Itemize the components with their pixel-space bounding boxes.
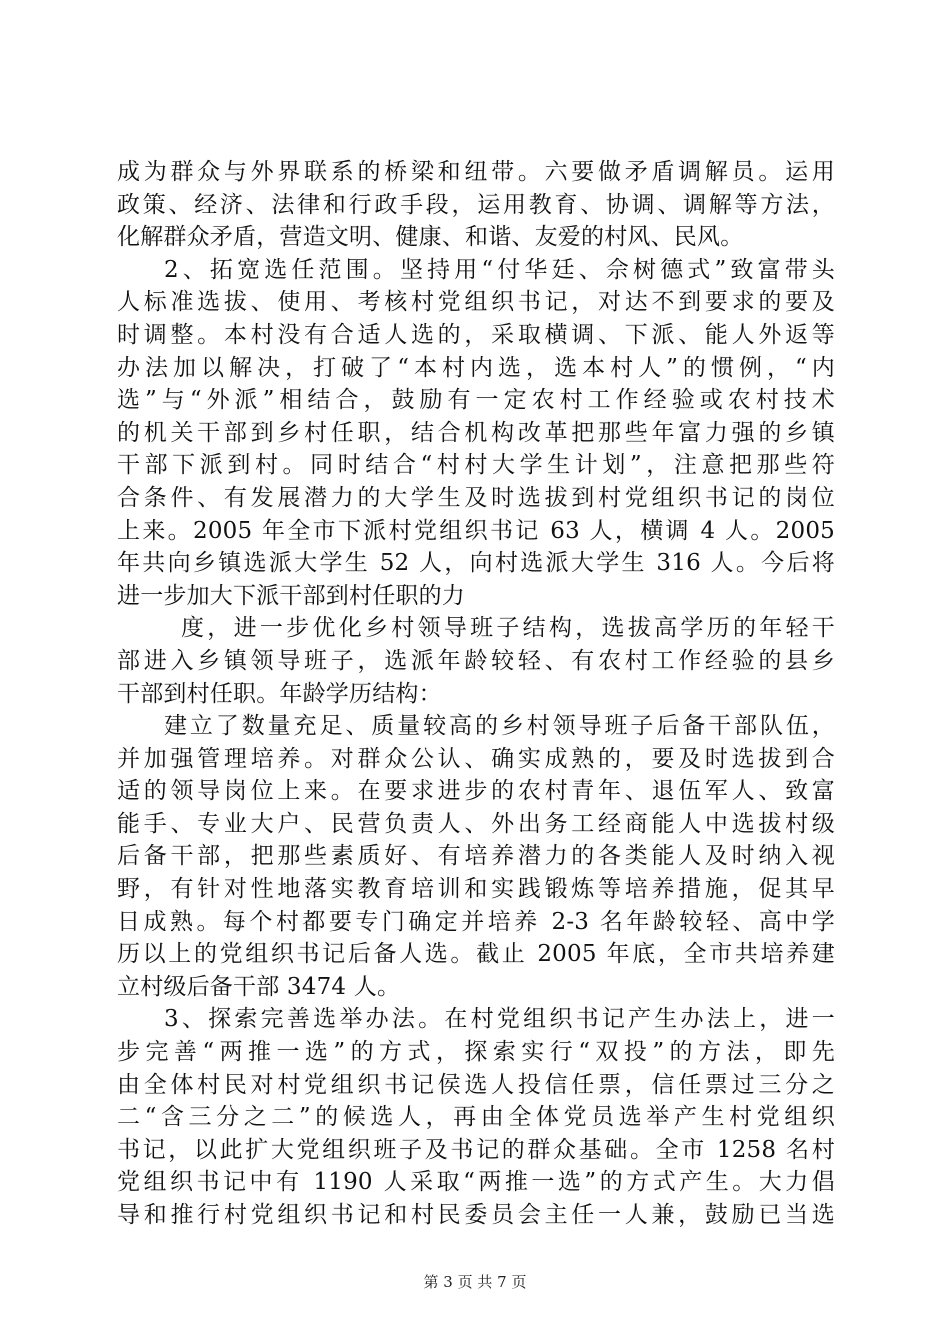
document-body — [117, 156, 835, 1232]
text-line: 野，有针对性地落实教育培训和实践锻炼等培养措施，促其早 — [117, 876, 835, 903]
text-line: 年共向乡镇选派大学生 52 人，向村选派大学生 316 人。今后将 — [117, 550, 835, 577]
text-line: 党组织书记中有 1190 人采取“两推一选”的方式产生。大力倡 — [117, 1169, 835, 1196]
text-line: 书记，以此扩大党组织班子及书记的群众基础。全市 1258 名村 — [117, 1136, 835, 1163]
text-line: 二“含三分之二”的候选人，再由全体党员选举产生村党组织 — [117, 1104, 835, 1131]
text-line: 日成熟。每个村都要专门确定并培养 2-3 名年龄较轻、高中学 — [117, 908, 835, 935]
text-line: 人标准选拔、使用、考核村党组织书记，对达不到要求的要及 — [117, 289, 835, 316]
text-line: 办法加以解决，打破了“本村内选，选本村人”的惯例，“内 — [117, 354, 835, 381]
text-line: 3、探索完善选举办法。在村党组织书记产生办法上，进一 — [164, 1006, 835, 1033]
text-line: 后备干部，把那些素质好、有培养潜力的各类能人及时纳入视 — [117, 843, 835, 870]
text-line: 能手、专业大户、民营负责人、外出务工经商能人中选拔村级 — [117, 810, 835, 837]
text-line: 化解群众矛盾，营造文明、健康、和谐、友爱的村风、民风。 — [117, 224, 744, 251]
page-number-footer: 第 3 页 共 7 页 — [423, 1273, 527, 1291]
text-line: 2、拓宽选任范围。坚持用“付华廷、佘树德式”致富带头 — [164, 256, 835, 283]
text-line: 由全体村民对村党组织书记侯选人投信任票，信任票过三分之 — [117, 1071, 835, 1098]
text-line: 合条件、有发展潜力的大学生及时选拔到村党组织书记的岗位 — [117, 484, 835, 511]
text-line: 步完善“两推一选”的方式，探索实行“双投”的方法，即先 — [117, 1039, 835, 1066]
text-line: 建立了数量充足、质量较高的乡村领导班子后备干部队伍， — [164, 713, 835, 740]
text-line: 立村级后备干部 3474 人。 — [117, 973, 401, 1000]
text-line: 部进入乡镇领导班子，选派年龄较轻、有农村工作经验的县乡 — [117, 647, 835, 674]
text-line: 并加强管理培养。对群众公认、确实成熟的，要及时选拔到合 — [117, 745, 835, 772]
text-line: 进一步加大下派干部到村任职的力 — [117, 582, 465, 609]
text-line: 的机关干部到乡村任职，结合机构改革把那些年富力强的乡镇 — [117, 419, 835, 446]
text-line: 适的领导岗位上来。在要求进步的农村青年、退伍军人、致富 — [117, 778, 835, 805]
text-line: 导和推行村党组织书记和村民委员会主任一人兼，鼓励已当选 — [117, 1202, 835, 1228]
text-line: 度，进一步优化乡村领导班子结构，选拔高学历的年轻干 — [181, 615, 835, 642]
text-line: 选”与“外派”相结合，鼓励有一定农村工作经验或农村技术 — [117, 387, 835, 414]
text-line: 政策、经济、法律和行政手段，运用教育、协调、调解等方法， — [117, 191, 835, 218]
text-line: 时调整。本村没有合适人选的，采取横调、下派、能人外返等 — [117, 321, 835, 348]
text-line: 干部到村任职。年龄学历结构： — [117, 680, 442, 707]
text-line: 上来。2005 年全市下派村党组织书记 63 人，横调 4 人。2005 — [117, 517, 835, 544]
text-line: 成为群众与外界联系的桥梁和纽带。六要做矛盾调解员。运用 — [117, 159, 835, 185]
text-line: 历以上的党组织书记后备人选。截止 2005 年底，全市共培养建 — [117, 941, 835, 968]
text-line: 干部下派到村。同时结合“村村大学生计划”，注意把那些符 — [117, 452, 835, 479]
